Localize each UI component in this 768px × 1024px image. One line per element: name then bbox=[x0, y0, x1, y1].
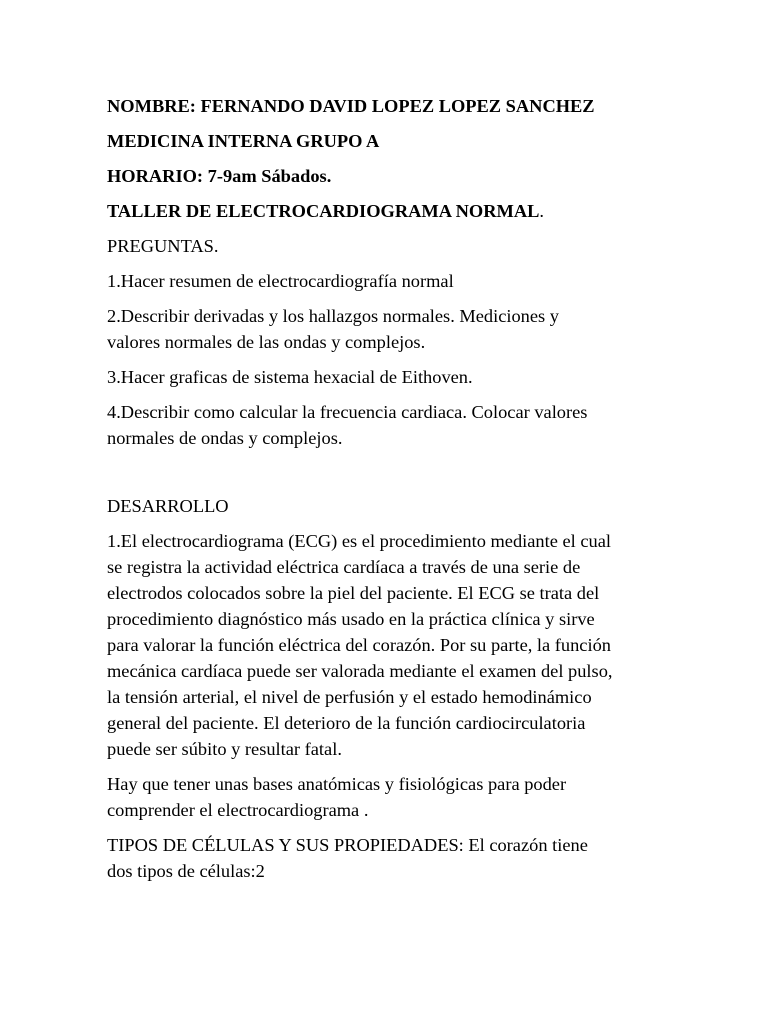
question-item: 2.Describir derivadas y los hallazgos normales. Mediciones y valores normales de las ondas y complejos. bbox=[107, 306, 559, 352]
development-paragraph: Hay que tener unas bases anatómicas y fisiológicas para poder comprender el electrocardiograma . bbox=[107, 774, 567, 820]
development-heading: DESARROLLO bbox=[107, 496, 229, 516]
workshop-title: TALLER DE ELECTROCARDIOGRAMA NORMAL bbox=[107, 201, 540, 221]
question-item: 1.Hacer resumen de electrocardiografía normal bbox=[107, 271, 454, 291]
question-item: 3.Hacer graficas de sistema hexacial de Eithoven. bbox=[107, 367, 473, 387]
document-content bbox=[107, 93, 707, 893]
schedule: HORARIO: 7-9am Sábados. bbox=[107, 166, 332, 186]
development-paragraph: 1.El electrocardiograma (ECG) es el procedimiento mediante el cual se registra la actividad eléctrica cardíaca a través de una serie de electrodos colocados sobre la piel del paciente. El ECG se trata del procedimiento diagnóstico más usado en la práctica clínica y sirve para valorar la función eléctrica del corazón. Por su parte, la función mecánica cardíaca puede ser valorada mediante el examen del pulso, la tensión arterial, el nivel de perfusión y el estado hemodinámico general del paciente. El deterioro de la función cardiocirculatoria puede ser súbito y resultar fatal. bbox=[107, 531, 613, 759]
workshop-title-line bbox=[107, 198, 707, 224]
student-name: NOMBRE: FERNANDO DAVID LOPEZ LOPEZ SANCHEZ bbox=[107, 96, 595, 116]
question-item: 4.Describir como calcular la frecuencia cardiaca. Colocar valores normales de ondas y complejos. bbox=[107, 402, 588, 448]
workshop-title-period: . bbox=[539, 201, 544, 221]
section-spacer bbox=[107, 460, 707, 493]
development-paragraph: TIPOS DE CÉLULAS Y SUS PROPIEDADES: El corazón tiene dos tipos de células:2 bbox=[107, 835, 588, 881]
course-group: MEDICINA INTERNA GRUPO A bbox=[107, 131, 380, 151]
questions-heading: PREGUNTAS. bbox=[107, 236, 219, 256]
